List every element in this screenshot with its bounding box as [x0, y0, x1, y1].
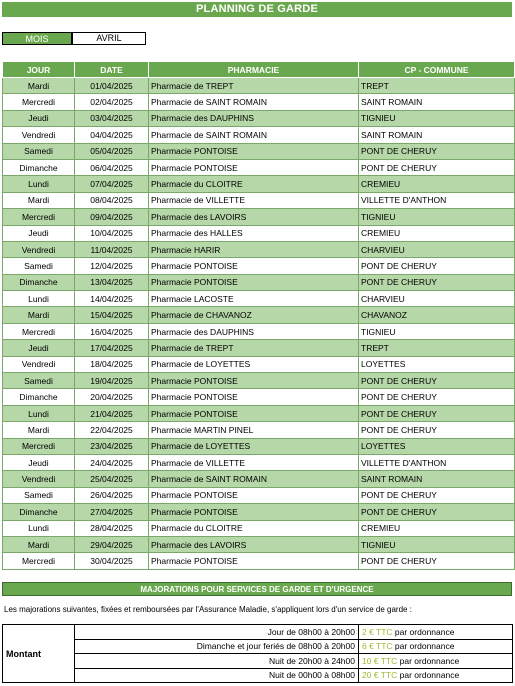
planning-body: [3, 78, 515, 570]
cell-pharmacie: Pharmacie de SAINT ROMAIN: [149, 471, 359, 487]
cell-jour: Vendredi: [3, 356, 75, 372]
table-row: [3, 553, 515, 569]
cell-date: 10/04/2025: [75, 225, 149, 241]
cell-commune: TIGNIEU: [359, 323, 515, 339]
montant-row: [3, 625, 513, 640]
montant-price: [359, 668, 513, 683]
cell-date: 17/04/2025: [75, 340, 149, 356]
cell-commune: CREMIEU: [359, 225, 515, 241]
montant-price: [359, 625, 513, 640]
header-commune: CP - COMMUNE: [359, 62, 515, 78]
cell-date: 26/04/2025: [75, 487, 149, 503]
price-suffix: par ordonnance: [397, 655, 460, 666]
cell-pharmacie: Pharmacie PONTOISE: [149, 143, 359, 159]
table-row: [3, 405, 515, 421]
cell-date: 22/04/2025: [75, 422, 149, 438]
cell-jour: Jeudi: [3, 340, 75, 356]
majorations-title: MAJORATIONS POUR SERVICES DE GARDE ET D'URGENCE: [2, 582, 512, 596]
cell-commune: TIGNIEU: [359, 209, 515, 225]
cell-pharmacie: Pharmacie PONTOISE: [149, 389, 359, 405]
table-row: [3, 110, 515, 126]
cell-date: 14/04/2025: [75, 291, 149, 307]
mois-label: MOIS: [2, 32, 72, 45]
cell-pharmacie: Pharmacie de VILLETTE: [149, 192, 359, 208]
cell-commune: PONT DE CHERUY: [359, 373, 515, 389]
header-jour: JOUR: [3, 62, 75, 78]
cell-commune: TIGNIEU: [359, 110, 515, 126]
cell-commune: PONT DE CHERUY: [359, 274, 515, 290]
table-row: [3, 438, 515, 454]
cell-date: 15/04/2025: [75, 307, 149, 323]
cell-jour: Jeudi: [3, 110, 75, 126]
table-row: [3, 356, 515, 372]
cell-pharmacie: Pharmacie MARTIN PINEL: [149, 422, 359, 438]
cell-jour: Vendredi: [3, 241, 75, 257]
cell-jour: Vendredi: [3, 127, 75, 143]
table-row: [3, 422, 515, 438]
table-row: [3, 323, 515, 339]
cell-date: 03/04/2025: [75, 110, 149, 126]
table-row: [3, 389, 515, 405]
cell-pharmacie: Pharmacie HARIR: [149, 241, 359, 257]
cell-date: 04/04/2025: [75, 127, 149, 143]
cell-pharmacie: Pharmacie PONTOISE: [149, 504, 359, 520]
cell-commune: TREPT: [359, 78, 515, 94]
cell-date: 30/04/2025: [75, 553, 149, 569]
cell-pharmacie: Pharmacie PONTOISE: [149, 258, 359, 274]
table-row: [3, 159, 515, 175]
cell-date: 24/04/2025: [75, 454, 149, 470]
table-row: [3, 176, 515, 192]
cell-jour: Mercredi: [3, 94, 75, 110]
cell-commune: PONT DE CHERUY: [359, 405, 515, 421]
cell-commune: LOYETTES: [359, 356, 515, 372]
cell-pharmacie: Pharmacie de VILLETTE: [149, 454, 359, 470]
table-row: [3, 241, 515, 257]
page-title: PLANNING DE GARDE: [2, 2, 512, 17]
cell-commune: CHARVIEU: [359, 241, 515, 257]
table-row: [3, 258, 515, 274]
price-suffix: par ordonnance: [397, 670, 460, 681]
cell-jour: Jeudi: [3, 225, 75, 241]
cell-commune: PONT DE CHERUY: [359, 422, 515, 438]
cell-commune: PONT DE CHERUY: [359, 159, 515, 175]
cell-pharmacie: Pharmacie de LOYETTES: [149, 438, 359, 454]
cell-pharmacie: Pharmacie PONTOISE: [149, 274, 359, 290]
table-row: [3, 209, 515, 225]
cell-pharmacie: Pharmacie de CHAVANOZ: [149, 307, 359, 323]
montant-price: [359, 639, 513, 654]
cell-commune: SAINT ROMAIN: [359, 94, 515, 110]
cell-date: 02/04/2025: [75, 94, 149, 110]
cell-jour: Mardi: [3, 78, 75, 94]
table-row: [3, 94, 515, 110]
cell-jour: Jeudi: [3, 454, 75, 470]
cell-date: 21/04/2025: [75, 405, 149, 421]
mois-value[interactable]: AVRIL: [72, 32, 146, 45]
table-row: [3, 487, 515, 503]
montant-table: [2, 624, 513, 683]
cell-commune: PONT DE CHERUY: [359, 258, 515, 274]
cell-date: 19/04/2025: [75, 373, 149, 389]
table-row: [3, 225, 515, 241]
cell-pharmacie: Pharmacie des LAVOIRS: [149, 536, 359, 552]
cell-date: 01/04/2025: [75, 78, 149, 94]
cell-commune: SAINT ROMAIN: [359, 127, 515, 143]
cell-date: 25/04/2025: [75, 471, 149, 487]
cell-jour: Samedi: [3, 143, 75, 159]
cell-jour: Dimanche: [3, 389, 75, 405]
cell-commune: TIGNIEU: [359, 536, 515, 552]
table-row: [3, 520, 515, 536]
cell-pharmacie: Pharmacie de SAINT ROMAIN: [149, 127, 359, 143]
table-row: [3, 307, 515, 323]
cell-commune: VILLETTE D'ANTHON: [359, 454, 515, 470]
montant-price: [359, 654, 513, 669]
cell-jour: Dimanche: [3, 504, 75, 520]
cell-jour: Mercredi: [3, 209, 75, 225]
cell-commune: PONT DE CHERUY: [359, 504, 515, 520]
cell-commune: PONT DE CHERUY: [359, 389, 515, 405]
cell-date: 12/04/2025: [75, 258, 149, 274]
montant-row: [3, 668, 513, 683]
cell-jour: Mardi: [3, 192, 75, 208]
table-row: [3, 192, 515, 208]
cell-commune: TREPT: [359, 340, 515, 356]
cell-jour: Samedi: [3, 487, 75, 503]
cell-commune: LOYETTES: [359, 438, 515, 454]
cell-jour: Dimanche: [3, 274, 75, 290]
cell-pharmacie: Pharmacie PONTOISE: [149, 487, 359, 503]
table-row: [3, 373, 515, 389]
cell-jour: Lundi: [3, 405, 75, 421]
cell-pharmacie: Pharmacie de TREPT: [149, 78, 359, 94]
cell-jour: Dimanche: [3, 159, 75, 175]
cell-date: 29/04/2025: [75, 536, 149, 552]
planning-table: [2, 61, 515, 570]
cell-commune: SAINT ROMAIN: [359, 471, 515, 487]
cell-commune: CREMIEU: [359, 176, 515, 192]
cell-date: 08/04/2025: [75, 192, 149, 208]
price-amount: 2 € TTC: [362, 626, 393, 637]
cell-jour: Lundi: [3, 176, 75, 192]
header-date: DATE: [75, 62, 149, 78]
table-row: [3, 274, 515, 290]
cell-date: 13/04/2025: [75, 274, 149, 290]
montant-row: [3, 639, 513, 654]
table-row: [3, 340, 515, 356]
price-suffix: par ordonnance: [392, 641, 455, 652]
cell-pharmacie: Pharmacie PONTOISE: [149, 405, 359, 421]
cell-date: 20/04/2025: [75, 389, 149, 405]
montant-label: Montant: [3, 625, 75, 683]
cell-jour: Samedi: [3, 373, 75, 389]
cell-date: 07/04/2025: [75, 176, 149, 192]
montant-row: [3, 654, 513, 669]
cell-commune: PONT DE CHERUY: [359, 143, 515, 159]
cell-pharmacie: Pharmacie de TREPT: [149, 340, 359, 356]
cell-jour: Mercredi: [3, 438, 75, 454]
cell-pharmacie: Pharmacie de SAINT ROMAIN: [149, 94, 359, 110]
price-suffix: par ordonnance: [392, 626, 455, 637]
montant-description: Nuit de 00h00 à 08h00: [75, 668, 359, 683]
cell-jour: Lundi: [3, 291, 75, 307]
cell-date: 09/04/2025: [75, 209, 149, 225]
cell-date: 28/04/2025: [75, 520, 149, 536]
cell-pharmacie: Pharmacie PONTOISE: [149, 373, 359, 389]
cell-pharmacie: Pharmacie du CLOITRE: [149, 176, 359, 192]
cell-pharmacie: Pharmacie des LAVOIRS: [149, 209, 359, 225]
table-row: [3, 143, 515, 159]
cell-commune: VILLETTE D'ANTHON: [359, 192, 515, 208]
cell-date: 05/04/2025: [75, 143, 149, 159]
montant-description: Nuit de 20h00 à 24h00: [75, 654, 359, 669]
cell-pharmacie: Pharmacie du CLOITRE: [149, 520, 359, 536]
cell-date: 11/04/2025: [75, 241, 149, 257]
table-row: [3, 504, 515, 520]
cell-pharmacie: Pharmacie des DAUPHINS: [149, 323, 359, 339]
montant-description: Dimanche et jour feriés de 08h00 à 20h00: [75, 639, 359, 654]
table-row: [3, 291, 515, 307]
header-pharmacie: PHARMACIE: [149, 62, 359, 78]
cell-commune: CREMIEU: [359, 520, 515, 536]
cell-commune: CHAVANOZ: [359, 307, 515, 323]
price-amount: 20 € TTC: [362, 670, 398, 681]
table-row: [3, 78, 515, 94]
price-amount: 6 € TTC: [362, 641, 393, 652]
montant-description: Jour de 08h00 à 20h00: [75, 625, 359, 640]
table-row: [3, 127, 515, 143]
table-row: [3, 471, 515, 487]
cell-date: 16/04/2025: [75, 323, 149, 339]
cell-pharmacie: Pharmacie des HALLES: [149, 225, 359, 241]
cell-commune: CHARVIEU: [359, 291, 515, 307]
cell-jour: Mercredi: [3, 553, 75, 569]
majorations-text: Les majorations suivantes, fixées et remboursées par l'Assurance Maladie, s'appliquent lors d'un service de garde :: [4, 605, 412, 614]
table-row: [3, 536, 515, 552]
cell-date: 18/04/2025: [75, 356, 149, 372]
cell-pharmacie: Pharmacie LACOSTE: [149, 291, 359, 307]
cell-date: 23/04/2025: [75, 438, 149, 454]
cell-jour: Mercredi: [3, 323, 75, 339]
table-header-row: [3, 62, 515, 78]
cell-jour: Mardi: [3, 536, 75, 552]
cell-date: 06/04/2025: [75, 159, 149, 175]
cell-pharmacie: Pharmacie PONTOISE: [149, 553, 359, 569]
price-amount: 10 € TTC: [362, 655, 398, 666]
cell-pharmacie: Pharmacie PONTOISE: [149, 159, 359, 175]
cell-date: 27/04/2025: [75, 504, 149, 520]
cell-commune: PONT DE CHERUY: [359, 487, 515, 503]
cell-jour: Lundi: [3, 520, 75, 536]
cell-pharmacie: Pharmacie des DAUPHINS: [149, 110, 359, 126]
cell-jour: Mardi: [3, 307, 75, 323]
cell-jour: Mardi: [3, 422, 75, 438]
cell-commune: PONT DE CHERUY: [359, 553, 515, 569]
cell-jour: Vendredi: [3, 471, 75, 487]
cell-pharmacie: Pharmacie de LOYETTES: [149, 356, 359, 372]
table-row: [3, 454, 515, 470]
cell-jour: Samedi: [3, 258, 75, 274]
